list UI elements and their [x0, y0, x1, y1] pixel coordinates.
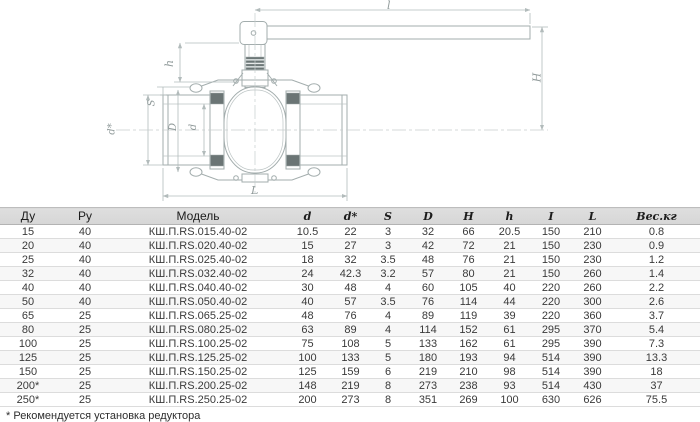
cell-ru: 25 [56, 351, 114, 365]
cell-L: 260 [572, 267, 613, 281]
cell-d_star: 32 [333, 253, 368, 267]
cell-weight: 2.6 [613, 295, 700, 309]
cell-d: 10.5 [282, 225, 333, 239]
table-row [0, 295, 700, 309]
cell-ru: 25 [56, 309, 114, 323]
cell-model: КШ.П.RS.200.25-02 [114, 379, 282, 393]
cell-d: 48 [282, 309, 333, 323]
cell-ru: 40 [56, 267, 114, 281]
cell-H: 193 [448, 351, 489, 365]
cell-L: 626 [572, 393, 613, 407]
cell-I: 295 [530, 323, 572, 337]
cell-model: КШ.П.RS.080.25-02 [114, 323, 282, 337]
cell-d: 100 [282, 351, 333, 365]
dim-label-h: h [163, 59, 177, 68]
cell-model: КШ.П.RS.020.40-02 [114, 239, 282, 253]
column-header-h: h [489, 208, 530, 225]
cell-D: 89 [408, 309, 448, 323]
cell-I: 514 [530, 379, 572, 393]
cell-model: КШ.П.RS.150.25-02 [114, 365, 282, 379]
cell-H: 210 [448, 365, 489, 379]
cell-S: 4 [368, 281, 408, 295]
cell-du: 200* [0, 379, 56, 393]
spec-table-body [0, 225, 700, 407]
cell-weight: 13.3 [613, 351, 700, 365]
column-header-weight: Вес.кг [613, 208, 700, 225]
cell-d_star: 108 [333, 337, 368, 351]
column-header-I: I [530, 208, 572, 225]
cell-model: КШ.П.RS.250.25-02 [114, 393, 282, 407]
cell-I: 150 [530, 267, 572, 281]
cell-model: КШ.П.RS.125.25-02 [114, 351, 282, 365]
cell-I: 220 [530, 281, 572, 295]
dim-label-L: L [251, 184, 259, 197]
cell-d: 18 [282, 253, 333, 267]
cell-model: КШ.П.RS.040.40-02 [114, 281, 282, 295]
table-row [0, 253, 700, 267]
cell-d_star: 48 [333, 281, 368, 295]
valve-drawing [0, 0, 700, 207]
cell-D: 273 [408, 379, 448, 393]
cell-d: 63 [282, 323, 333, 337]
cell-ru: 40 [56, 225, 114, 239]
valve-drawing-svg [0, 0, 700, 207]
cell-du: 20 [0, 239, 56, 253]
cell-H: 72 [448, 239, 489, 253]
cell-I: 514 [530, 351, 572, 365]
cell-du: 125 [0, 351, 56, 365]
cell-I: 220 [530, 309, 572, 323]
cell-d: 75 [282, 337, 333, 351]
table-row [0, 267, 700, 281]
cell-ru: 40 [56, 281, 114, 295]
cell-d: 200 [282, 393, 333, 407]
cell-I: 630 [530, 393, 572, 407]
cell-du: 32 [0, 267, 56, 281]
cell-weight: 3.7 [613, 309, 700, 323]
cell-h: 39 [489, 309, 530, 323]
cell-S: 3 [368, 239, 408, 253]
cell-S: 5 [368, 337, 408, 351]
cell-weight: 5.4 [613, 323, 700, 337]
dim-label-l: l [387, 0, 391, 12]
cell-ru: 25 [56, 393, 114, 407]
cell-h: 21 [489, 253, 530, 267]
spec-table [0, 207, 700, 407]
cell-weight: 7.3 [613, 337, 700, 351]
cell-ru: 25 [56, 337, 114, 351]
cell-h: 94 [489, 351, 530, 365]
cell-D: 133 [408, 337, 448, 351]
column-header-D: D [408, 208, 448, 225]
cell-S: 8 [368, 379, 408, 393]
cell-h: 21 [489, 239, 530, 253]
cell-d: 148 [282, 379, 333, 393]
table-row [0, 281, 700, 295]
cell-S: 3.5 [368, 253, 408, 267]
dim-label-S: S [146, 99, 158, 107]
cell-du: 150 [0, 365, 56, 379]
cell-h: 98 [489, 365, 530, 379]
cell-H: 114 [448, 295, 489, 309]
cell-d_star: 273 [333, 393, 368, 407]
cell-D: 48 [408, 253, 448, 267]
cell-weight: 37 [613, 379, 700, 393]
cell-L: 360 [572, 309, 613, 323]
column-header-ru: Ру [56, 208, 114, 225]
cell-D: 219 [408, 365, 448, 379]
column-header-L: L [572, 208, 613, 225]
cell-D: 32 [408, 225, 448, 239]
column-header-H: H [448, 208, 489, 225]
cell-I: 150 [530, 225, 572, 239]
cell-S: 6 [368, 365, 408, 379]
dim-label-d-star: d* [106, 123, 118, 135]
cell-H: 66 [448, 225, 489, 239]
cell-d: 24 [282, 267, 333, 281]
table-row [0, 351, 700, 365]
cell-ru: 40 [56, 295, 114, 309]
cell-d_star: 42.3 [333, 267, 368, 281]
dim-label-H: H [530, 72, 544, 83]
cell-H: 119 [448, 309, 489, 323]
cell-L: 230 [572, 239, 613, 253]
cell-weight: 1.2 [613, 253, 700, 267]
cell-L: 390 [572, 337, 613, 351]
cell-L: 210 [572, 225, 613, 239]
table-row [0, 323, 700, 337]
cell-du: 25 [0, 253, 56, 267]
cell-S: 8 [368, 393, 408, 407]
cell-L: 300 [572, 295, 613, 309]
cell-S: 4 [368, 309, 408, 323]
cell-ru: 25 [56, 323, 114, 337]
cell-S: 4 [368, 323, 408, 337]
cell-S: 3.2 [368, 267, 408, 281]
cell-D: 180 [408, 351, 448, 365]
cell-D: 114 [408, 323, 448, 337]
cell-d_star: 22 [333, 225, 368, 239]
cell-H: 76 [448, 253, 489, 267]
cell-S: 3 [368, 225, 408, 239]
footnote: * Рекомендуется установка редуктора [6, 410, 201, 422]
table-row [0, 225, 700, 239]
table-row [0, 337, 700, 351]
cell-weight: 75.5 [613, 393, 700, 407]
cell-model: КШ.П.RS.100.25-02 [114, 337, 282, 351]
cell-d_star: 57 [333, 295, 368, 309]
cell-H: 269 [448, 393, 489, 407]
cell-d_star: 27 [333, 239, 368, 253]
cell-du: 40 [0, 281, 56, 295]
cell-du: 50 [0, 295, 56, 309]
cell-d_star: 89 [333, 323, 368, 337]
cell-h: 44 [489, 295, 530, 309]
cell-H: 105 [448, 281, 489, 295]
cell-H: 152 [448, 323, 489, 337]
header-row [0, 208, 700, 225]
cell-h: 100 [489, 393, 530, 407]
table-row [0, 309, 700, 323]
column-header-model: Модель [114, 208, 282, 225]
cell-weight: 0.9 [613, 239, 700, 253]
cell-du: 15 [0, 225, 56, 239]
table-row [0, 239, 700, 253]
cell-H: 238 [448, 379, 489, 393]
column-header-S: S [368, 208, 408, 225]
cell-L: 230 [572, 253, 613, 267]
cell-model: КШ.П.RS.015.40-02 [114, 225, 282, 239]
cell-d_star: 159 [333, 365, 368, 379]
cell-S: 5 [368, 351, 408, 365]
cell-model: КШ.П.RS.065.25-02 [114, 309, 282, 323]
cell-I: 514 [530, 365, 572, 379]
column-header-d: d [282, 208, 333, 225]
cell-weight: 18 [613, 365, 700, 379]
handle-hub [240, 22, 267, 45]
cell-h: 21 [489, 267, 530, 281]
cell-model: КШ.П.RS.032.40-02 [114, 267, 282, 281]
cell-L: 390 [572, 365, 613, 379]
cell-D: 76 [408, 295, 448, 309]
cell-L: 260 [572, 281, 613, 295]
cell-ru: 40 [56, 253, 114, 267]
dim-label-D: D [168, 122, 180, 132]
cell-model: КШ.П.RS.050.40-02 [114, 295, 282, 309]
cell-D: 57 [408, 267, 448, 281]
handle-lever [267, 26, 530, 39]
cell-d: 125 [282, 365, 333, 379]
cell-weight: 1.4 [613, 267, 700, 281]
cell-I: 150 [530, 239, 572, 253]
cell-D: 60 [408, 281, 448, 295]
cell-I: 295 [530, 337, 572, 351]
cell-h: 40 [489, 281, 530, 295]
cell-h: 61 [489, 323, 530, 337]
cell-H: 162 [448, 337, 489, 351]
cell-h: 61 [489, 337, 530, 351]
cell-model: КШ.П.RS.025.40-02 [114, 253, 282, 267]
cell-d: 15 [282, 239, 333, 253]
cell-L: 430 [572, 379, 613, 393]
column-header-d_star: d* [333, 208, 368, 225]
cell-ru: 25 [56, 365, 114, 379]
cell-ru: 40 [56, 239, 114, 253]
cell-d_star: 219 [333, 379, 368, 393]
cell-ru: 25 [56, 379, 114, 393]
cell-du: 250* [0, 393, 56, 407]
cell-I: 220 [530, 295, 572, 309]
cell-D: 351 [408, 393, 448, 407]
table-row [0, 365, 700, 379]
cell-h: 20.5 [489, 225, 530, 239]
cell-L: 370 [572, 323, 613, 337]
cell-du: 65 [0, 309, 56, 323]
cell-L: 390 [572, 351, 613, 365]
cell-du: 80 [0, 323, 56, 337]
cell-H: 80 [448, 267, 489, 281]
cell-d: 40 [282, 295, 333, 309]
cell-d_star: 133 [333, 351, 368, 365]
cell-D: 42 [408, 239, 448, 253]
column-header-du: Ду [0, 208, 56, 225]
cell-weight: 2.2 [613, 281, 700, 295]
cell-d_star: 76 [333, 309, 368, 323]
cell-d: 30 [282, 281, 333, 295]
cell-I: 150 [530, 253, 572, 267]
cell-S: 3.5 [368, 295, 408, 309]
table-row [0, 393, 700, 407]
cell-weight: 0.8 [613, 225, 700, 239]
table-row [0, 379, 700, 393]
cell-du: 100 [0, 337, 56, 351]
cell-h: 93 [489, 379, 530, 393]
dim-label-d: d [188, 123, 200, 131]
